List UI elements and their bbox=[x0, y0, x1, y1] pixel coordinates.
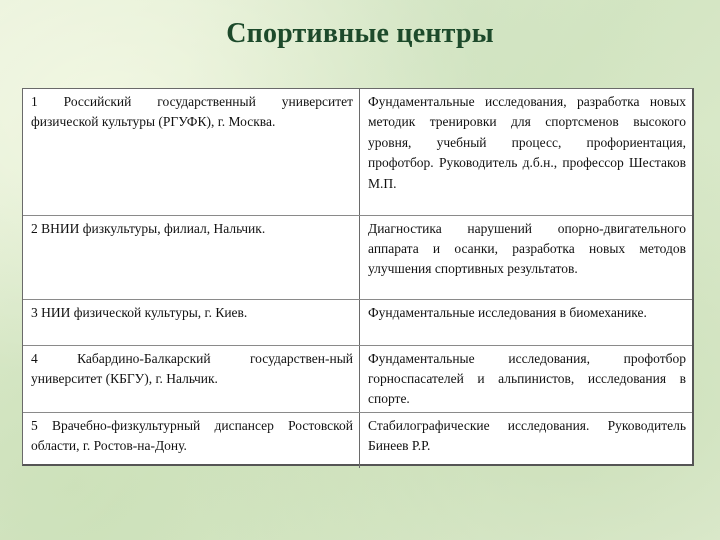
center-activity-cell: Фундаментальные исследования в биомеханике. bbox=[360, 299, 693, 345]
center-name-cell: 1 Российский государственный университет физической культуры (РГУФК), г. Москва. bbox=[23, 89, 360, 215]
table-row bbox=[23, 412, 692, 468]
table-row bbox=[23, 215, 692, 299]
center-activity-cell: Диагностика нарушений опорно-двигательного аппарата и осанки, разработка новых методов улучшения спортивных результатов. bbox=[360, 215, 693, 299]
table-row bbox=[23, 89, 692, 215]
centers-table-grid bbox=[23, 89, 692, 468]
centers-table bbox=[22, 88, 694, 466]
center-activity-cell: Фундаментальные исследования, профотбор горноспасателей и альпинистов, исследования в спорте. bbox=[360, 345, 693, 412]
table-row bbox=[23, 299, 692, 345]
table-row bbox=[23, 345, 692, 412]
page-title: Спортивные центры bbox=[226, 18, 494, 49]
center-name-cell: 3 НИИ физической культуры, г. Киев. bbox=[23, 299, 360, 345]
center-activity-cell: Фундаментальные исследования, разработка новых методик тренировки для спортсменов высокого уровня, учебный процесс, профориентация, профотбор. Руководитель д.б.н., профессор Шестаков М.П. bbox=[360, 89, 693, 215]
center-activity-cell: Стабилографические исследования. Руководитель Бинеев Р.Р. bbox=[368, 417, 686, 454]
center-name-cell: 5 Врачебно-физкультурный диспансер Ростовской области, г. Ростов-на-Дону. bbox=[23, 412, 360, 468]
center-name-cell: 4 Кабардино-Балкарский государствен-ный университет (КБГУ), г. Нальчик. bbox=[23, 345, 360, 412]
center-name-cell: 2 ВНИИ физкультуры, филиал, Нальчик. bbox=[23, 215, 360, 299]
